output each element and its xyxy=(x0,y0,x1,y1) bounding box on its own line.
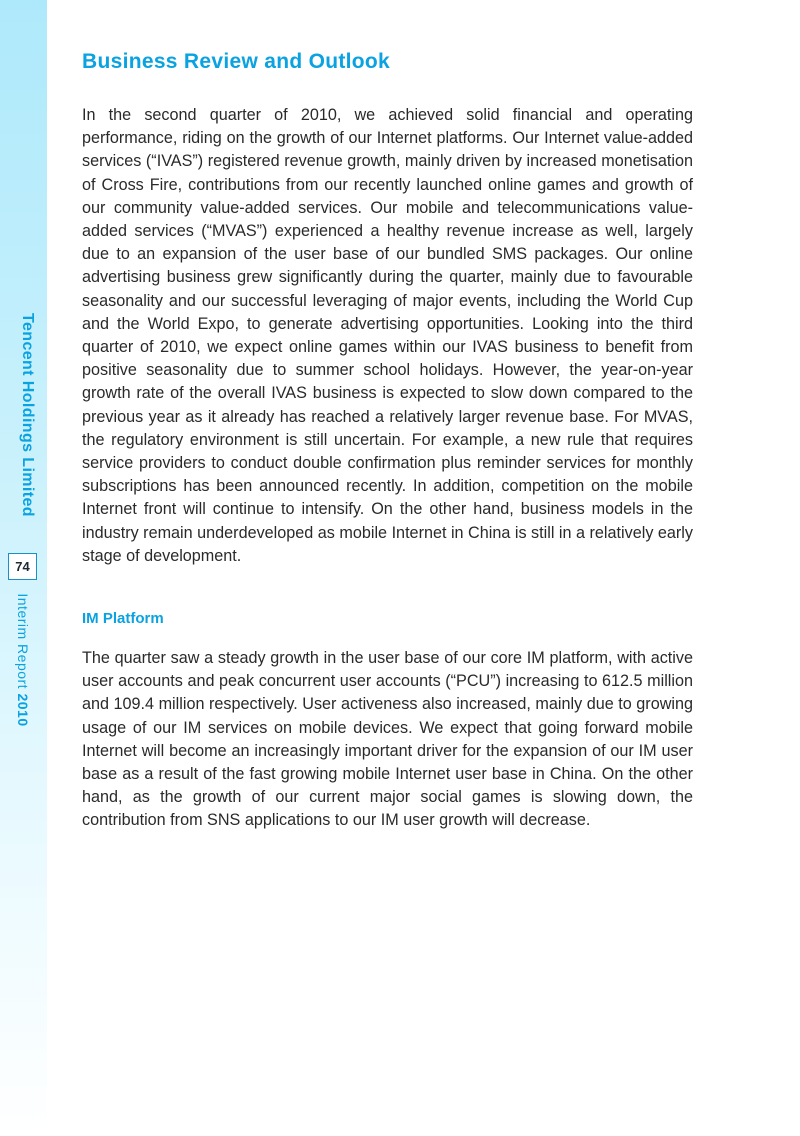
subsection-title: IM Platform xyxy=(82,610,164,627)
page-number: 74 xyxy=(8,553,37,580)
intro-paragraph: In the second quarter of 2010, we achieved solid financial and operating performance, riding on the growth of our Internet platforms. Our Internet value-added services (“IVAS”) registered revenue growth, mainly driven by increased monetisation of Cross Fire, contributions from our recently launched online games and growth of our community value-added services. Our mobile and telecommunications value-added services (“MVAS”) experienced a healthy revenue increase as well, largely due to an expansion of the user base of our bundled SMS packages. Our online advertising business grew significantly during the quarter, mainly due to favourable seasonality and our successful leveraging of major events, including the World Cup and the World Expo, to generate advertising opportunities. Looking into the third quarter of 2010, we expect online games within our IVAS business to benefit from positive seasonality due to summer school holidays. However, the year-on-year growth rate of the overall IVAS business is expected to slow down compared to the previous year as it already has reached a relatively larger revenue base. For MVAS, the regulatory environment is still uncertain. For example, a new rule that requires service providers to conduct double confirmation plus reminder services for monthly subscriptions has been announced recently. In addition, competition on the mobile Internet front will continue to intensify. On the other hand, business models in the industry remain underdeveloped as mobile Internet in China is still in a relatively early stage of development. xyxy=(82,106,693,565)
report-label: Interim Report xyxy=(15,593,31,690)
im-paragraph: The quarter saw a steady growth in the user base of our core IM platform, with active user accounts and peak concurrent user accounts (“PCU”) increasing to 612.5 million and 109.4 million respectively. User activeness also increased, mainly due to growing usage of our IM services on mobile devices. We expect that going forward mobile Internet will become an increasingly important driver for the expansion of our IM user base as a result of the fast growing mobile Internet user base in China. On the other hand, as the growth of our current major social games is slowing down, the contribution from SNS applications to our IM user growth will decrease. xyxy=(82,649,693,830)
sidebar-report-label xyxy=(15,593,31,726)
side-bar xyxy=(0,0,47,1136)
sidebar-company-name: Tencent Holdings Limited xyxy=(19,313,36,517)
section-title: Business Review and Outlook xyxy=(82,50,391,73)
report-year: 2010 xyxy=(15,693,31,727)
